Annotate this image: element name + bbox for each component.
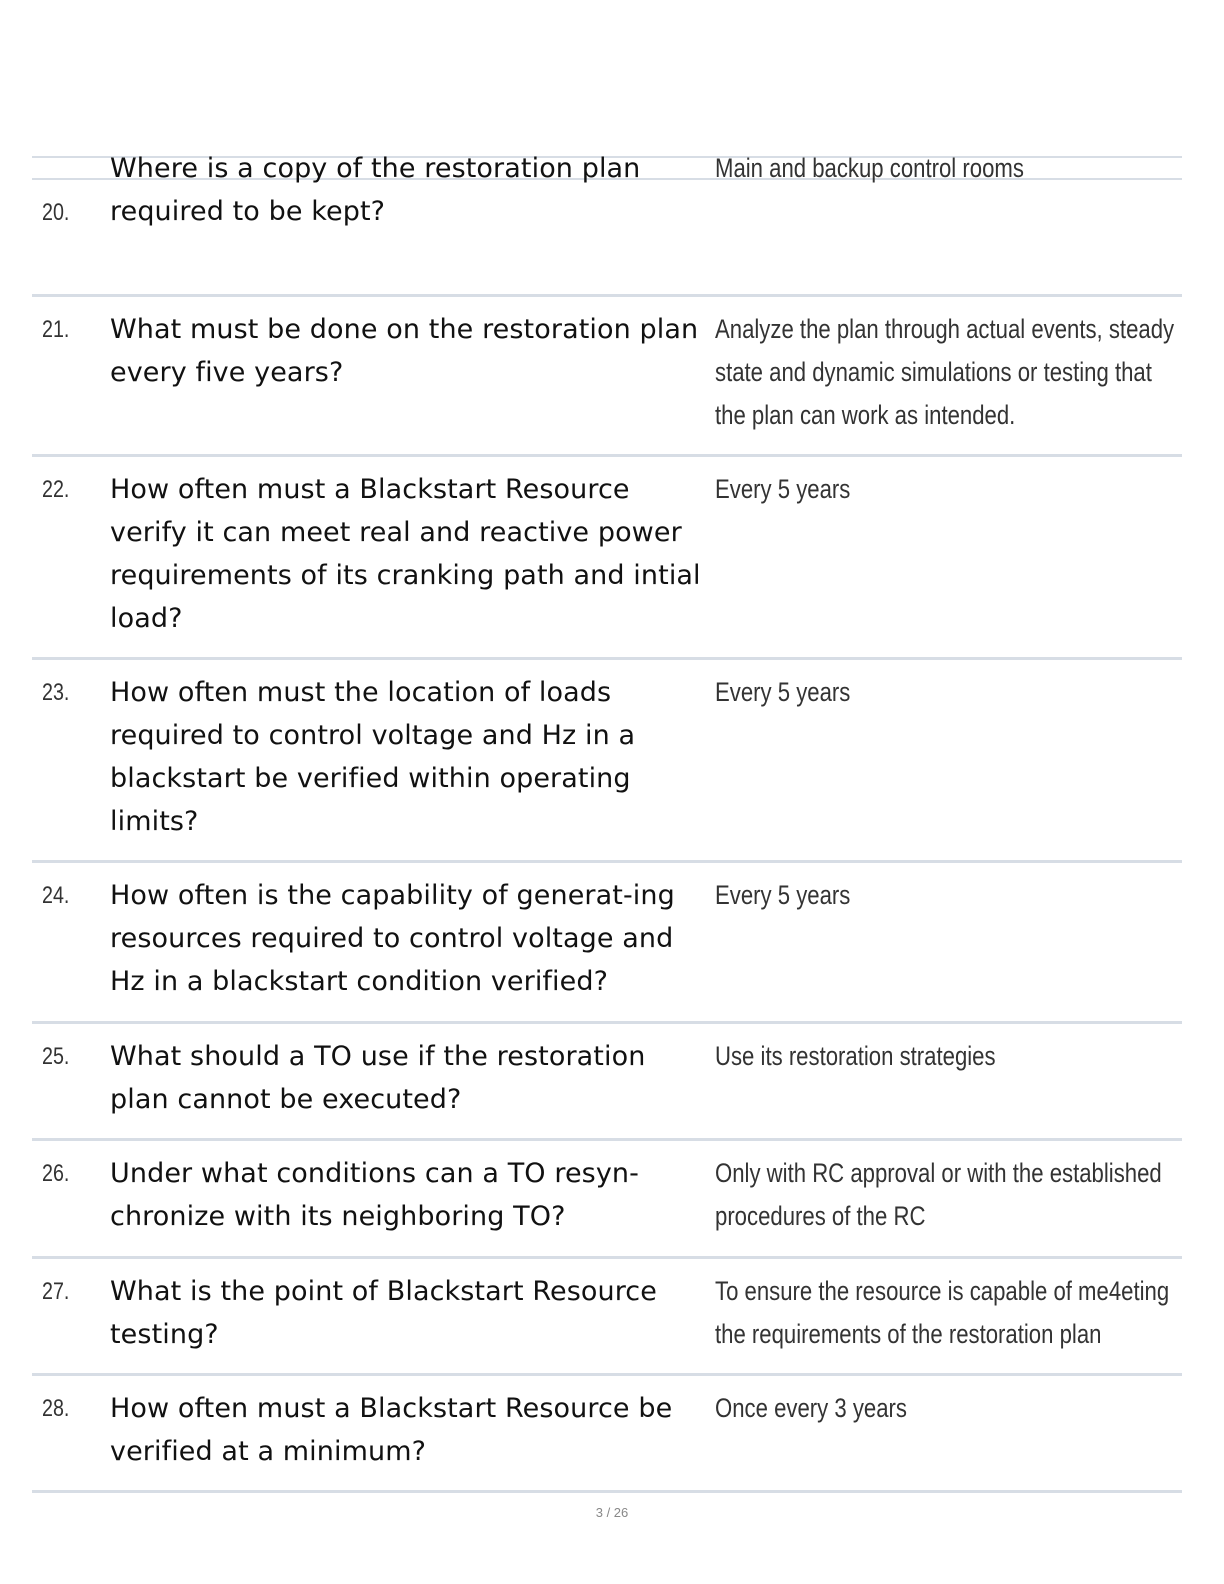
question-text: How often is the capability of generat-ing resources required to control voltage and Hz in a blackstart condition verified?: [110, 880, 675, 997]
question-number: 27.: [42, 1278, 70, 1305]
row-divider: [32, 1021, 1182, 1024]
answer-text: Every 5 years: [715, 880, 851, 910]
answer-text: Every 5 years: [715, 474, 851, 504]
question-number: 22.: [42, 476, 70, 503]
answer-text: Main and backup control rooms: [715, 153, 1024, 183]
row-divider: [32, 294, 1182, 297]
question-number: 24.: [42, 882, 70, 909]
answer-text: Analyze the plan through actual events, steady state and dynamic simulations or testing that the plan can work as intended.: [715, 314, 1175, 430]
question-number: 20.: [42, 199, 70, 226]
row-divider: [32, 860, 1182, 863]
question-number: 28.: [42, 1395, 70, 1422]
answer-text: Every 5 years: [715, 677, 851, 707]
question-text: Where is a copy of the restoration plan required to be kept?: [110, 153, 641, 227]
row-divider: [32, 454, 1182, 457]
answer-text: Only with RC approval or with the established procedures of the RC: [715, 1158, 1162, 1231]
question-number: 25.: [42, 1043, 70, 1070]
answer-text: Use its restoration strategies: [715, 1041, 996, 1071]
row-divider: [32, 1138, 1182, 1141]
question-text: How often must the location of loads required to control voltage and Hz in a blackstart be verified within operating limits?: [110, 677, 636, 837]
question-number: 26.: [42, 1160, 70, 1187]
answer-text: To ensure the resource is capable of me4eting the requirements of the restoration plan: [715, 1276, 1170, 1349]
row-divider: [32, 1490, 1182, 1493]
question-text: How often must a Blackstart Resource be verified at a minimum?: [110, 1393, 673, 1467]
row-divider: [32, 1256, 1182, 1259]
question-text: What is the point of Blackstart Resource testing?: [110, 1276, 657, 1350]
page-indicator: 3 / 26: [595, 1505, 629, 1520]
row-divider: [32, 1373, 1182, 1376]
row-divider: [32, 657, 1182, 660]
question-number: 21.: [42, 316, 70, 343]
question-number: 23.: [42, 679, 70, 706]
question-text: What should a TO use if the restoration plan cannot be executed?: [110, 1041, 646, 1115]
question-text: What must be done on the restoration plan every five years?: [110, 314, 699, 388]
question-text: Under what conditions can a TO resyn-chronize with its neighboring TO?: [110, 1158, 639, 1232]
question-text: How often must a Blackstart Resource verify it can meet real and reactive power requirements of its cranking path and intial load?: [110, 474, 701, 634]
answer-text: Once every 3 years: [715, 1393, 907, 1423]
